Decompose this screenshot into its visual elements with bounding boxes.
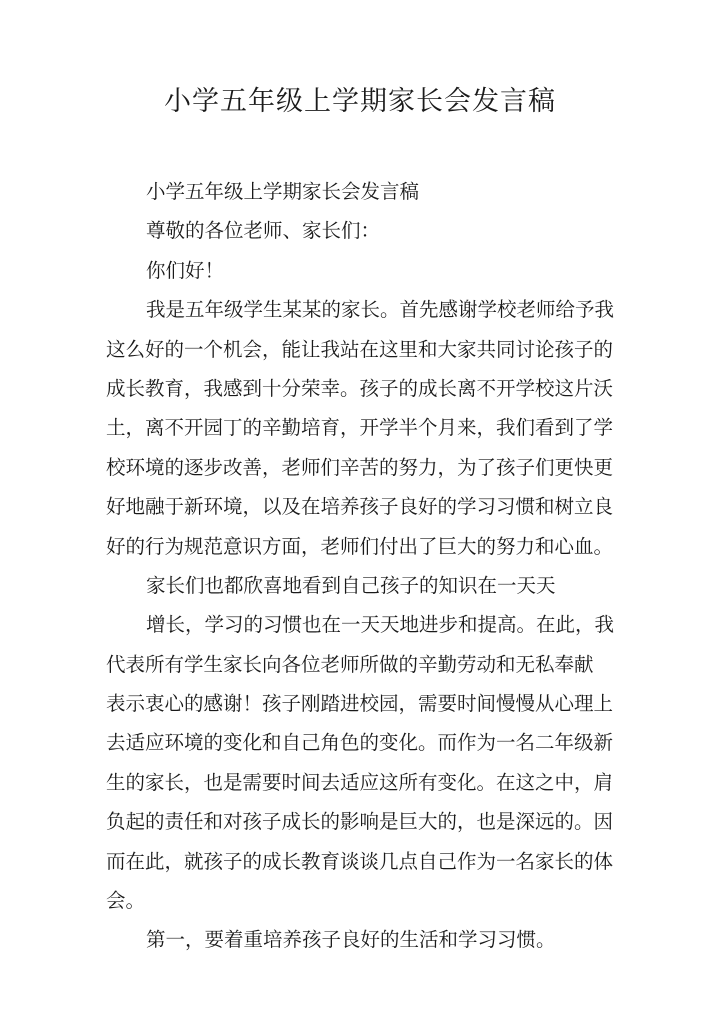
text-line: 增长，学习的习惯也在一天天地进步和提高。在此，我 — [146, 613, 615, 637]
text-line: 尊敬的各位老师、家长们： — [146, 219, 381, 243]
text-line: 土，离不开园丁的辛勤培育，开学半个月来，我们看到了学 — [106, 416, 614, 440]
text-line: 你们好！ — [146, 258, 225, 282]
text-line: 小学五年级上学期家长会发言稿 — [146, 180, 420, 203]
text-line: 好的行为规范意识方面，老师们付出了巨大的努力和心血。 — [106, 534, 614, 558]
text-line: 负起的责任和对孩子成长的影响是巨大的，也是深远的。因 — [106, 810, 614, 834]
text-line: 家长们也都欣喜地看到自己孩子的知识在一天天 — [146, 573, 556, 597]
text-line: 生的家长，也是需要时间去适应这所有变化。在这之中，肩 — [106, 770, 614, 794]
text-line: 这么好的一个机会，能让我站在这里和大家共同讨论孩子的 — [106, 337, 614, 361]
text-line: 我是五年级学生某某的家长。首先感谢学校老师给予我 — [146, 298, 615, 322]
text-line: 好地融于新环境，以及在培养孩子良好的学习习惯和树立良 — [106, 495, 614, 519]
text-line: 校环境的逐步改善，老师们辛苦的努力，为了孩子们更快更 — [106, 455, 614, 479]
document-body — [106, 172, 626, 960]
text-line: 去适应环境的变化和自己角色的变化。而作为一名二年级新 — [106, 731, 614, 755]
text-line: 会。 — [106, 889, 146, 913]
document-title: 小学五年级上学期家长会发言稿 — [164, 86, 556, 117]
text-line: 而在此，就孩子的成长教育谈谈几点自己作为一名家长的体 — [106, 849, 614, 873]
text-line: 表示衷心的感谢！孩子刚踏进校园，需要时间慢慢从心理上 — [106, 692, 614, 716]
text-line: 成长教育，我感到十分荣幸。孩子的成长离不开学校这片沃 — [106, 376, 614, 400]
text-line: 代表所有学生家长向各位老师所做的辛勤劳动和无私奉献 — [106, 652, 594, 676]
text-line: 第一，要着重培养孩子良好的生活和学习习惯。 — [146, 928, 556, 952]
